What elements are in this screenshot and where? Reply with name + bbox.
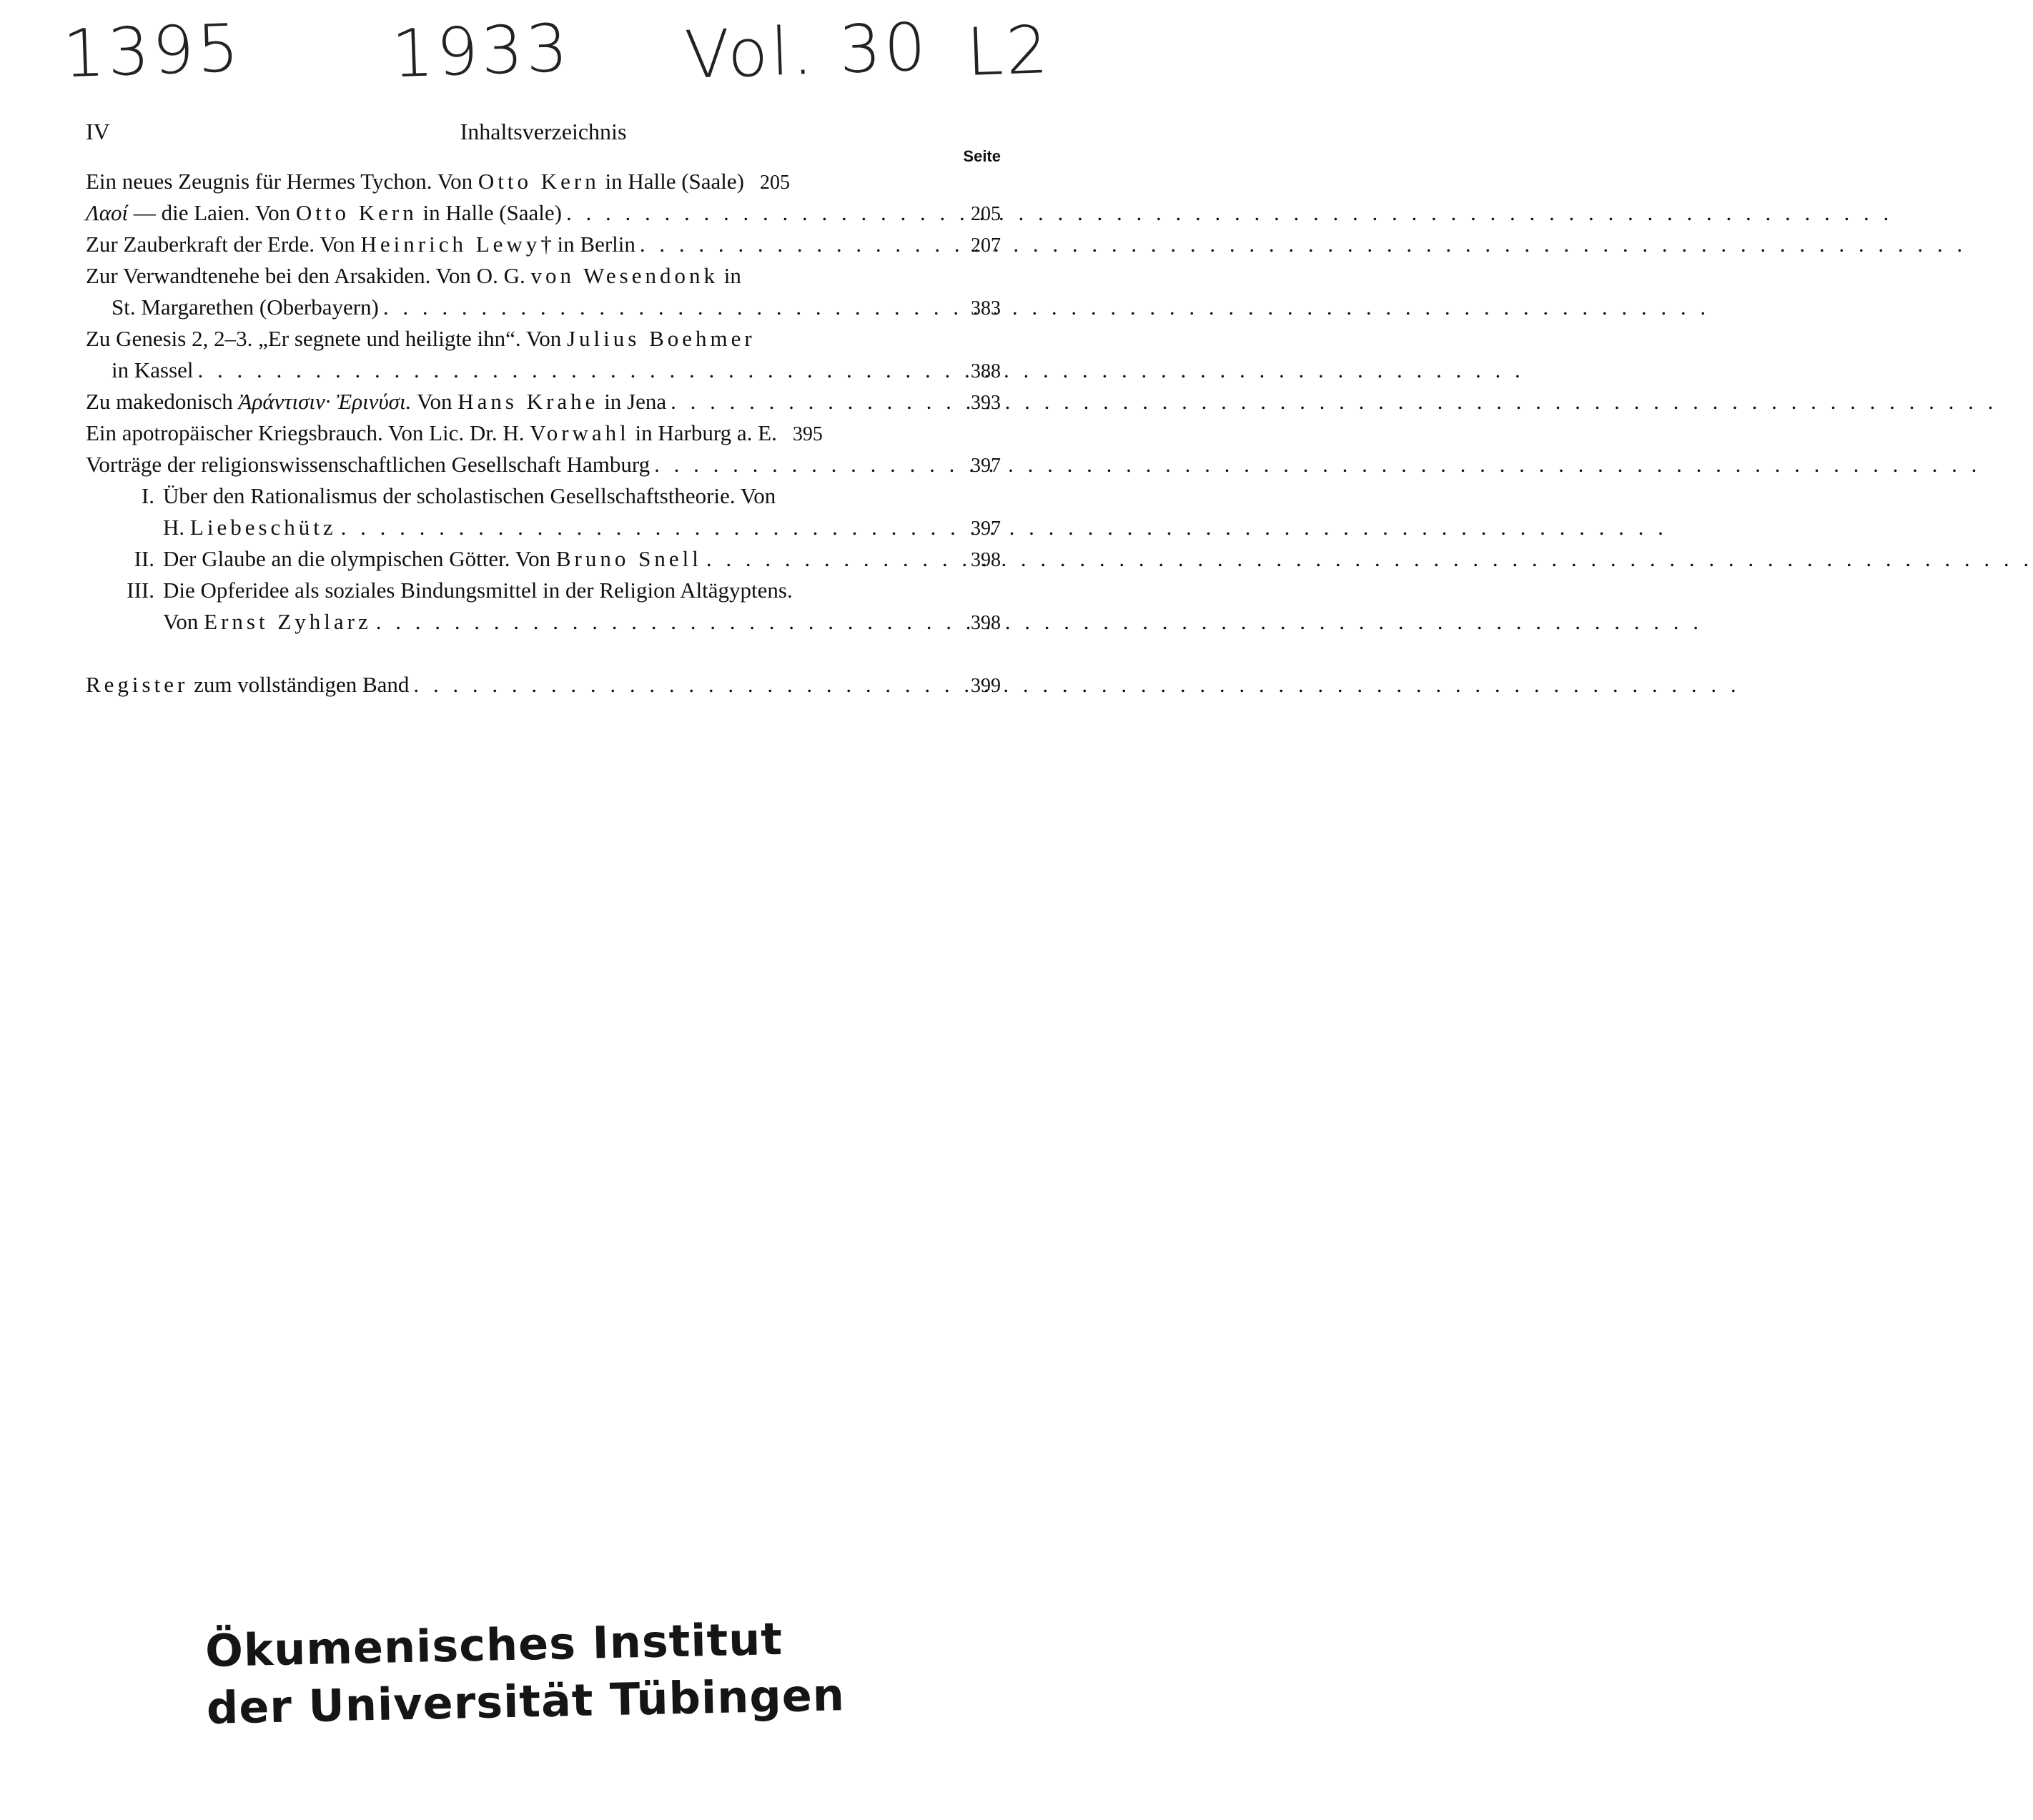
entry-page-number: 205 <box>759 172 790 194</box>
entry-page-number: 397 <box>971 518 1001 540</box>
entry-page-number: 395 <box>792 423 823 445</box>
entry-author: Bruno Snell <box>555 546 702 571</box>
entry-title: Von <box>411 389 458 414</box>
entry-greek-title: Λαοί <box>86 200 129 225</box>
dot-leader <box>337 512 955 543</box>
entry-page-number: 205 <box>971 203 1001 225</box>
toc-entry <box>86 449 1001 480</box>
page-column-label: Seite <box>963 147 1001 165</box>
toc-entry <box>86 260 1001 292</box>
subentry-number: III. <box>127 578 154 603</box>
entry-author: Otto Kern <box>478 169 600 194</box>
dot-leader <box>409 669 955 701</box>
entry-title: Vorträge der religionswissenschaftlichen Gesellschaft Hamburg <box>86 452 651 477</box>
entry-title: Ein neues Zeugnis für Hermes Tychon. Von <box>86 169 478 194</box>
entry-location: in Harburg a. E. <box>629 420 777 445</box>
toc-entry <box>86 229 1001 260</box>
entry-page-number: 399 <box>971 675 1001 697</box>
toc-entry <box>86 417 1001 449</box>
dot-leader <box>562 197 955 229</box>
toc-entry <box>86 323 1001 355</box>
entry-author: Vorwahl <box>530 420 630 445</box>
entry-title: Zur Zauberkraft der Erde. Von <box>86 232 361 257</box>
entry-author: von Wesendonk <box>530 263 719 288</box>
dot-leader <box>666 386 955 417</box>
entry-title: Über den Rationalismus der scholastischen Gesellschaftstheorie. Von <box>163 483 776 508</box>
page-title: Inhaltsverzeichnis <box>460 119 627 144</box>
entry-page-number: 388 <box>971 360 1001 382</box>
entry-page-number: 393 <box>971 392 1001 414</box>
section-gap <box>86 638 1001 669</box>
entry-title: Zu Genesis 2, 2–3. „Er segnete und heiligte ihn“. Von <box>86 326 567 351</box>
entry-title: Zur Verwandtenehe bei den Arsakiden. Von O. G. <box>86 263 531 288</box>
table-of-contents <box>86 166 1001 701</box>
toc-entry-continuation <box>86 355 1001 386</box>
entry-author: Otto Kern <box>295 200 417 225</box>
toc-entry <box>86 386 1001 417</box>
page-number: IV <box>86 119 110 144</box>
entry-title: — die Laien. Von <box>128 200 296 225</box>
toc-subentry <box>86 543 1001 575</box>
dot-leader <box>650 449 955 480</box>
stamp-line: Ökumenisches Institut <box>204 1613 783 1677</box>
handwritten-note: Vol. 30 <box>683 9 930 94</box>
dot-leader <box>635 229 955 260</box>
entry-author: Julius Boehmer <box>566 326 756 351</box>
entry-author: Heinrich Lewy <box>360 232 541 257</box>
entry-title: Der Glaube an die olympischen Götter. Von <box>163 546 556 571</box>
toc-register-entry <box>86 669 1001 701</box>
dot-leader <box>372 606 955 638</box>
entry-title: Zu makedonisch <box>86 389 239 414</box>
entry-author: Ernst Zyhlarz <box>204 609 372 634</box>
entry-title: H. <box>163 515 190 540</box>
entry-location: in Kassel <box>112 357 194 382</box>
toc-entry-continuation <box>86 292 1001 323</box>
entry-page-number: 383 <box>971 297 1001 320</box>
dot-leader <box>379 292 955 323</box>
entry-location: St. Margarethen (Oberbayern) <box>112 295 379 320</box>
subentry-number: I. <box>141 483 154 508</box>
toc-subentry-continuation <box>86 606 1001 638</box>
entry-location: in Jena <box>598 389 667 414</box>
dot-leader <box>194 355 955 386</box>
toc-entry <box>86 166 1001 197</box>
subentry-number: II. <box>134 546 154 571</box>
stamp-line: der Universität Tübingen <box>206 1668 846 1734</box>
handwritten-note: L2 <box>965 11 1052 92</box>
toc-subentry <box>86 480 1001 512</box>
entry-greek-title: Ἀράντισιν· Ἐρινύσι. <box>238 389 412 414</box>
entry-title: Ein apotropäischer Kriegsbrauch. Von Lic. Dr. H. <box>86 420 530 445</box>
entry-page-number: 398 <box>971 612 1001 634</box>
toc-subentry <box>86 575 1001 606</box>
entry-title: Die Opferidee als soziales Bindungsmittel in der Religion Altägyptens. <box>163 578 793 603</box>
dot-leader <box>702 543 955 575</box>
entry-location: in <box>718 263 741 288</box>
register-title: zum vollständigen Band <box>188 672 410 697</box>
register-label: Register <box>86 672 189 697</box>
toc-subentry-continuation <box>86 512 1001 543</box>
entry-author: Liebeschütz <box>189 515 337 540</box>
entry-page-number: 207 <box>971 234 1001 257</box>
entry-location: in Halle (Saale) <box>599 169 744 194</box>
entry-title: Von <box>163 609 204 634</box>
entry-location: in Halle (Saale) <box>417 200 563 225</box>
entry-location: † in Berlin <box>540 232 635 257</box>
handwritten-note: 1933 <box>390 9 572 93</box>
entry-author: Hans Krahe <box>457 389 599 414</box>
library-stamp <box>204 1611 846 1737</box>
entry-page-number: 398 <box>971 549 1001 571</box>
toc-entry <box>86 197 1001 229</box>
running-head <box>86 119 1001 147</box>
entry-page-number: 397 <box>971 455 1001 477</box>
handwritten-note: 1395 <box>61 9 243 93</box>
